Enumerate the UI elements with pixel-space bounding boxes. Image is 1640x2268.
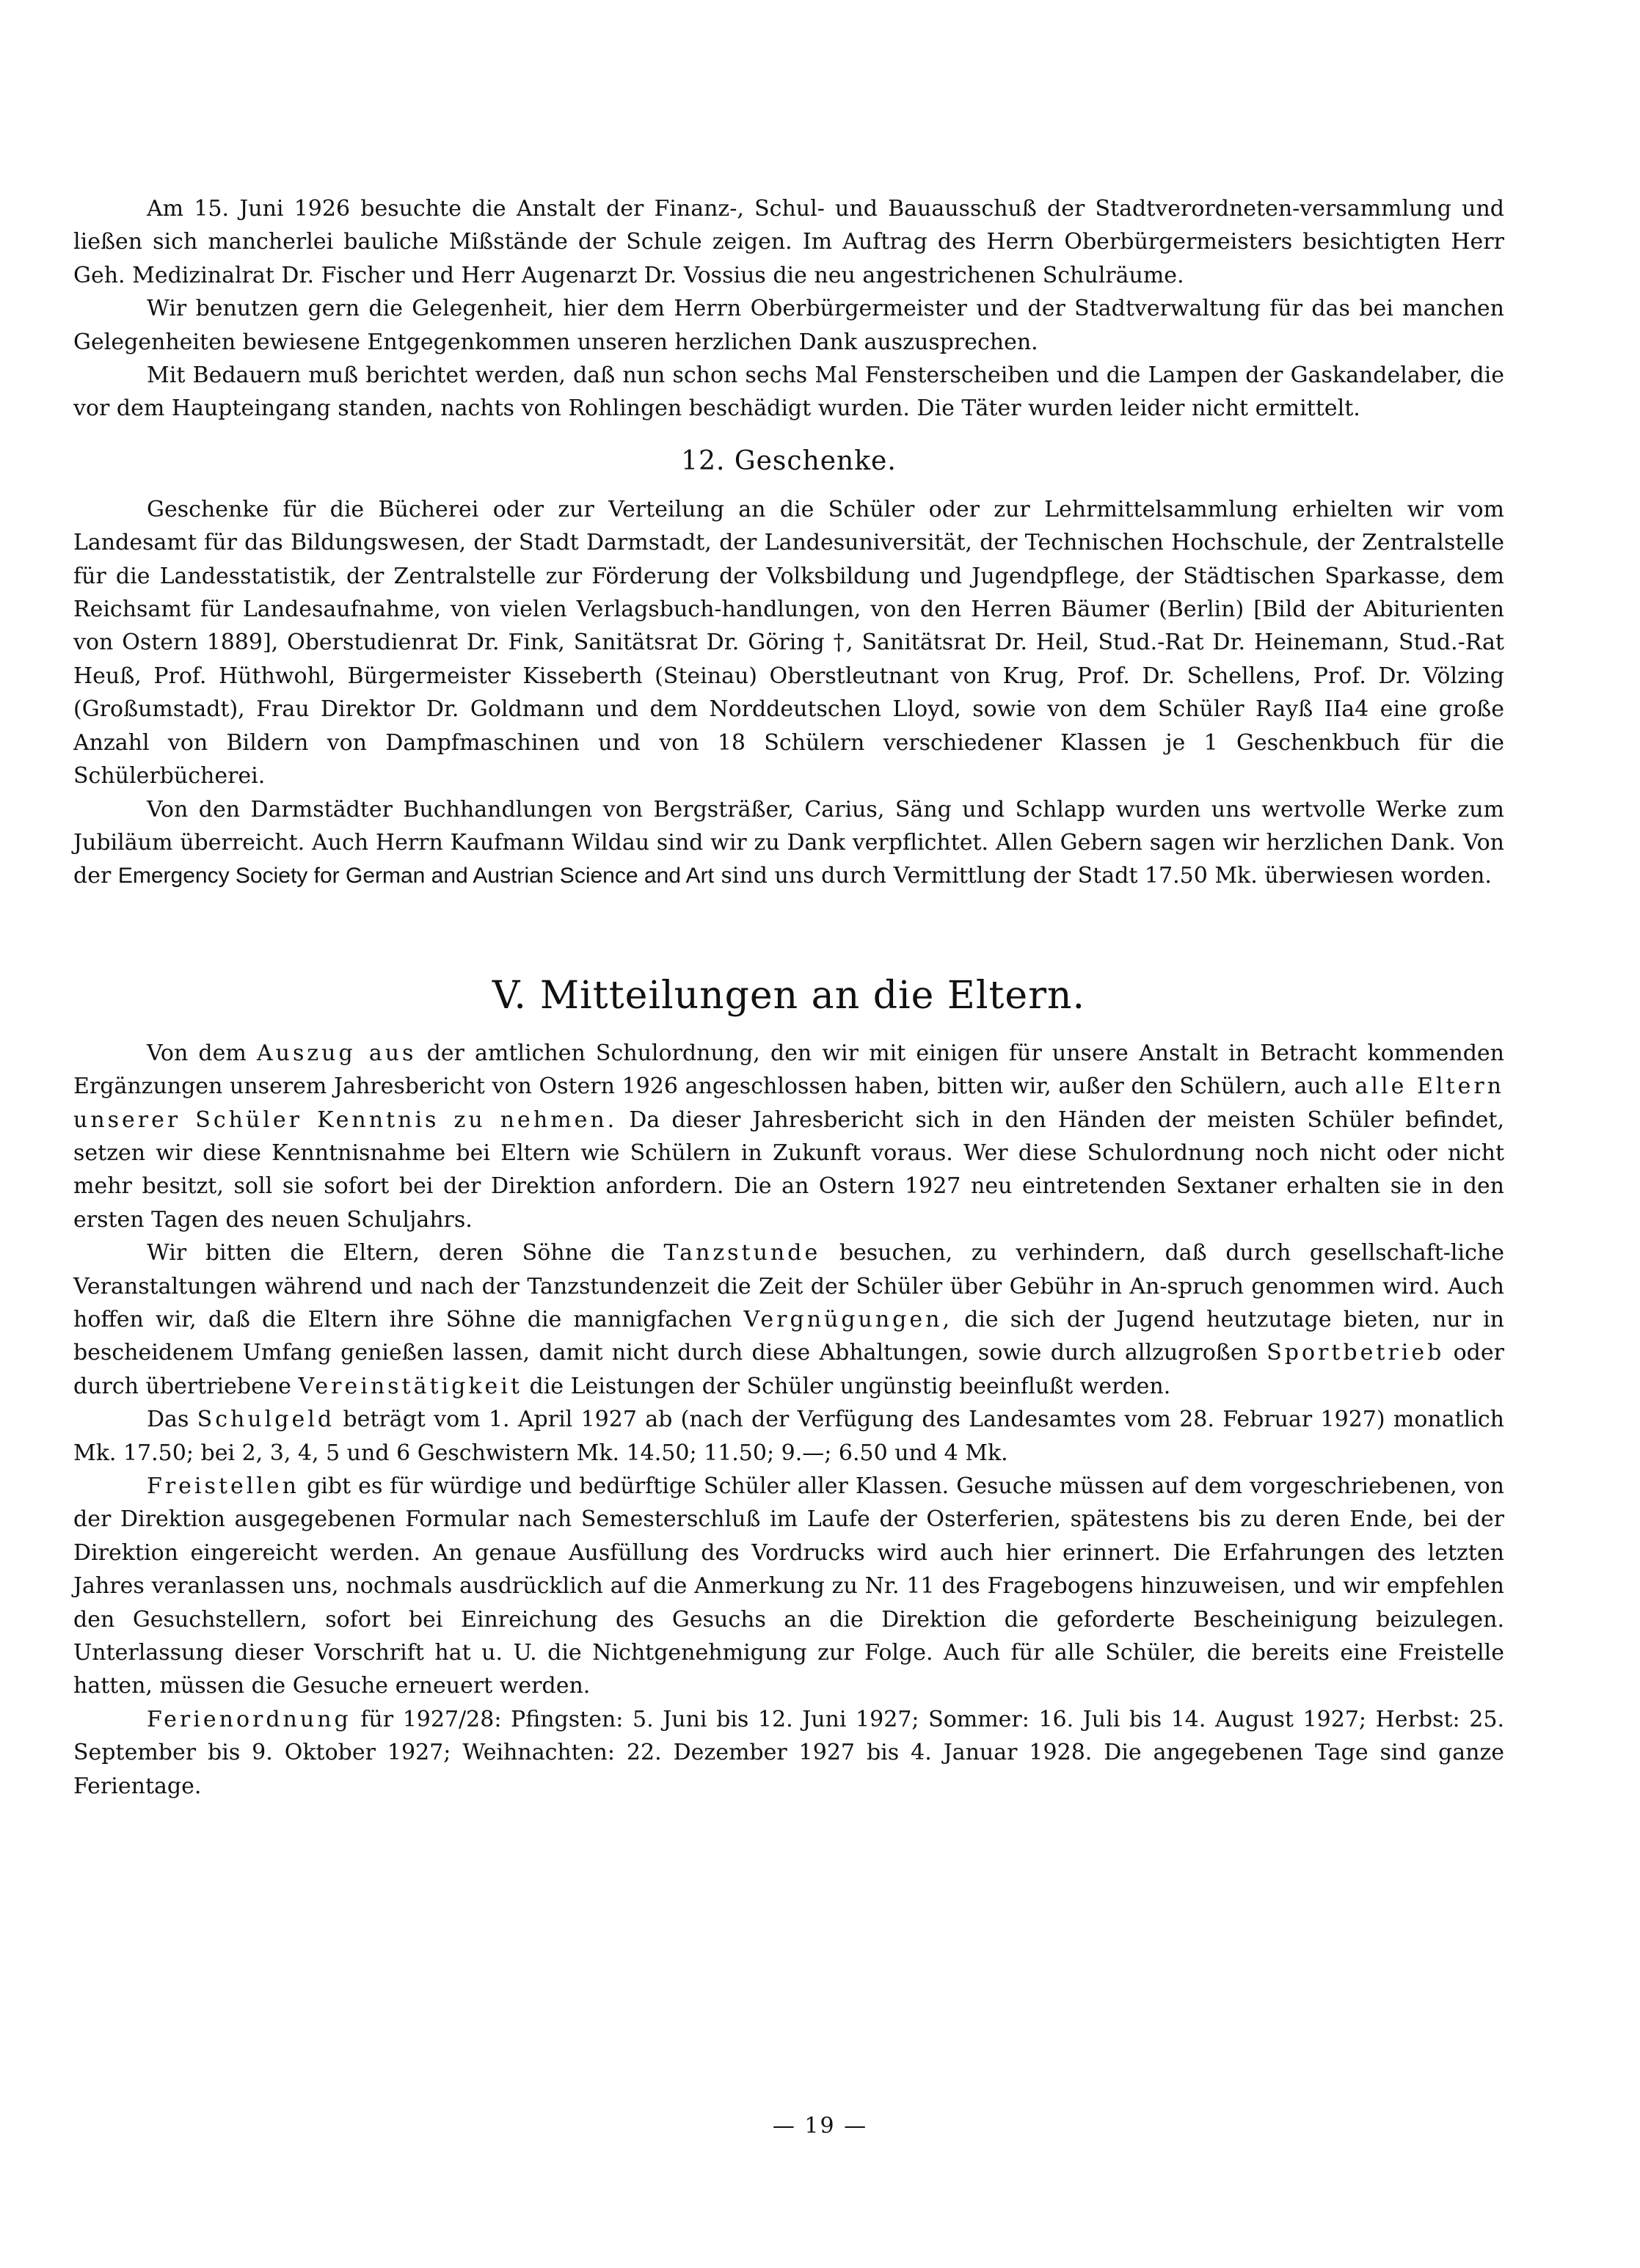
emphasis-run: Sportbetrieb (1267, 1340, 1445, 1366)
emphasis-run: Vergnügungen, (743, 1306, 952, 1332)
paragraph-school-fees (73, 1403, 1504, 1470)
text-run: der amtlichen Schulordnung, den wir mit einigen für unsere Anstalt in Betracht kommenden Ergänzungen unserem Jahresbericht von Ostern 1926 angeschlossen haben, bitten wir, außer den Schülern, auch (73, 1040, 1504, 1100)
text-run: Das (147, 1407, 189, 1433)
text-run: Wir bitten die Eltern, deren Söhne die (147, 1240, 645, 1266)
paragraph-holidays (73, 1703, 1504, 1803)
paragraph-committee-visit: Am 15. Juni 1926 besuchte die Anstalt der Finanz-, Schul- und Bauausschuß der Stadtverordneten-versammlung und ließen sich mancherlei bauliche Mißstände der Schule zeigen. Im Auftrag des Herrn Oberbürgermeisters besichtigten Herr Geh. Medizinalrat Dr. Fischer und Herr Augenarzt Dr. Vossius die neu angestrichenen Schulräume. (73, 196, 1504, 288)
text-run: Von dem (147, 1040, 247, 1066)
emphasis-run: Tanzstunde (663, 1240, 821, 1266)
chapter-title-text: Mitteilungen an die Eltern. (539, 973, 1086, 1018)
paragraph-dance-lessons (73, 1236, 1504, 1403)
text-run: gibt es für würdige und bedürftige Schüler aller Klassen. Gesuche müssen auf dem vorgeschriebenen, von der Direktion ausgegebenen Formular nach Semesterschluß im Laufe der Osterferien, spätestens bis zu deren Ende, bei der Direktion eingereicht werden. An genaue Ausfüllung des Vordrucks wird auch hier erinnert. Die Erfahrungen des letzten Jahres veranlassen uns, nochmals ausdrücklich auf die Anmerkung zu Nr. 11 des Fragebogens hinzuweisen, und wir empfehlen den Gesuchstellern, sofort bei Einreichung des Gesuchs an die Direktion die geforderte Bescheinigung beizulegen. Unterlassung dieser Vorschrift hat u. U. die Nichtgenehmigung zur Folge. Auch für alle Schüler, die bereits eine Freistelle hatten, müssen die Gesuche erneuert werden. (73, 1473, 1504, 1699)
emergency-society-name: Emergency Society for German and Austrian Science and Art (117, 864, 714, 889)
bookshops-text: Von den Darmstädter Buchhandlungen von Bergsträßer, Carius, Säng und Schlapp wurden uns wertvolle Werke zum Jubiläum überreicht. Auch Herrn Kaufmann Wildau sind wir zu Dank verpflichtet. Allen Gebern sagen wir herzlichen Dank. Von der (73, 796, 1504, 889)
chapter-numeral: V. (492, 973, 527, 1018)
paragraph-free-places (73, 1470, 1504, 1703)
page-number: — 19 — (772, 2113, 868, 2139)
text-run: für 1927/28: Pfingsten: 5. Juni bis 12. Juni 1927; Sommer: 16. Juli bis 14. August 1927; Herbst: 25. September bis 9. Oktober 1927; Weihnachten: 22. Dezember 1927 bis 4. Januar 1928. Die angegebenen Tage sind ganze Ferientage. (73, 1706, 1504, 1799)
paragraph-vandalism: Mit Bedauern muß berichtet werden, daß nun schon sechs Mal Fensterscheiben und die Lampen der Gaskandelaber, die vor dem Haupteingang standen, nachts von Rohlingen beschädigt wurden. Die Täter wurden leider nicht ermittelt. (73, 362, 1504, 422)
paragraph-gift-donors: Geschenke für die Bücherei oder zur Verteilung an die Schüler oder zur Lehrmittelsammlung erhielten wir vom Landesamt für das Bildungswesen, der Stadt Darmstadt, der Landesuniversität, der Technischen Hochschule, der Zentralstelle für die Landesstatistik, der Zentralstelle zur Förderung der Volksbildung und Jugendpflege, der Städtischen Sparkasse, dem Reichsamt für Landesaufnahme, von vielen Verlagsbuch-handlungen, von den Herren Bäumer (Berlin) [Bild der Abiturienten von Ostern 1889], Oberstudienrat Dr. Fink, Sanitätsrat Dr. Göring †, Sanitätsrat Dr. Heil, Stud.-Rat Dr. Heinemann, Stud.-Rat Heuß, Prof. Hüthwohl, Bürgermeister Kisseberth (Steinau) Oberstleutnant von Krug, Prof. Dr. Schellens, Prof. Dr. Völzing (Großumstadt), Frau Direktor Dr. Goldmann und dem Norddeutschen Lloyd, sowie von dem Schüler Rayß IIa4 eine große Anzahl von Bildern von Dampfmaschinen und von 18 Schülern verschiedener Klassen je 1 Geschenkbuch für die Schülerbücherei. (73, 496, 1504, 790)
page-body (73, 192, 1504, 1803)
chapter-heading (73, 972, 1504, 1019)
emphasis-run: alle Eltern unserer Schüler Kenntnis zu nehmen. (73, 1073, 1504, 1133)
text-run: oder durch übertriebene (73, 1340, 1504, 1399)
emphasis-run: Freistellen (147, 1473, 299, 1499)
bookshops-text-end: sind uns durch Vermittlung der Stadt 17.50 Mk. überwiesen worden. (721, 863, 1492, 889)
text-run: Da dieser Jahresbericht sich in den Händen der meisten Schüler befindet, setzen wir diese Kenntnisnahme bei Eltern wie Schülern in Zukunft voraus. Wer diese Schulordnung noch nicht oder nicht mehr besitzt, soll sie sofort bei der Direktion anfordern. Die an Ostern 1927 neu eintretenden Sextaner erhalten sie in den ersten Tagen des neuen Schuljahrs. (73, 1106, 1504, 1233)
paragraph-bookshops (73, 793, 1504, 893)
text-run: beträgt vom 1. April 1927 ab (nach der Verfügung des Landesamtes vom 28. Februar 1927) monatlich Mk. 17.50; bei 2, 3, 4, 5 und 6 Geschwistern Mk. 14.50; 11.50; 9.—; 6.50 und 4 Mk. (73, 1407, 1504, 1466)
text-run: die Leistungen der Schüler ungünstig beeinflußt werden. (529, 1373, 1171, 1399)
section-heading-gifts: 12. Geschenke. (681, 445, 897, 476)
paragraph-school-rules (73, 1037, 1504, 1236)
emphasis-run: Auszug aus (256, 1040, 417, 1066)
text-run: besuchen, zu verhindern, daß durch gesellschaft-liche Veranstaltungen während und nach der Tanzstundenzeit die Zeit der Schüler über Gebühr in An-spruch genommen wird. Auch hoffen wir, daß die Eltern ihre Söhne die mannigfachen (73, 1240, 1504, 1332)
emphasis-run: Vereinstätigkeit (298, 1373, 522, 1399)
emphasis-run: Ferienordnung (147, 1706, 351, 1732)
emphasis-run: Schulgeld (197, 1407, 335, 1433)
text-run: die sich der Jugend heutzutage bieten, nur in bescheidenem Umfang genießen lassen, damit nicht durch diese Abhaltungen, sowie durch allzugroßen (73, 1306, 1504, 1366)
paragraph-thanks-city: Wir benutzen gern die Gelegenheit, hier dem Herrn Oberbürgermeister und der Stadtverwaltung für das bei manchen Gelegenheiten bewiesene Entgegenkommen unseren herzlichen Dank auszusprechen. (73, 296, 1504, 355)
